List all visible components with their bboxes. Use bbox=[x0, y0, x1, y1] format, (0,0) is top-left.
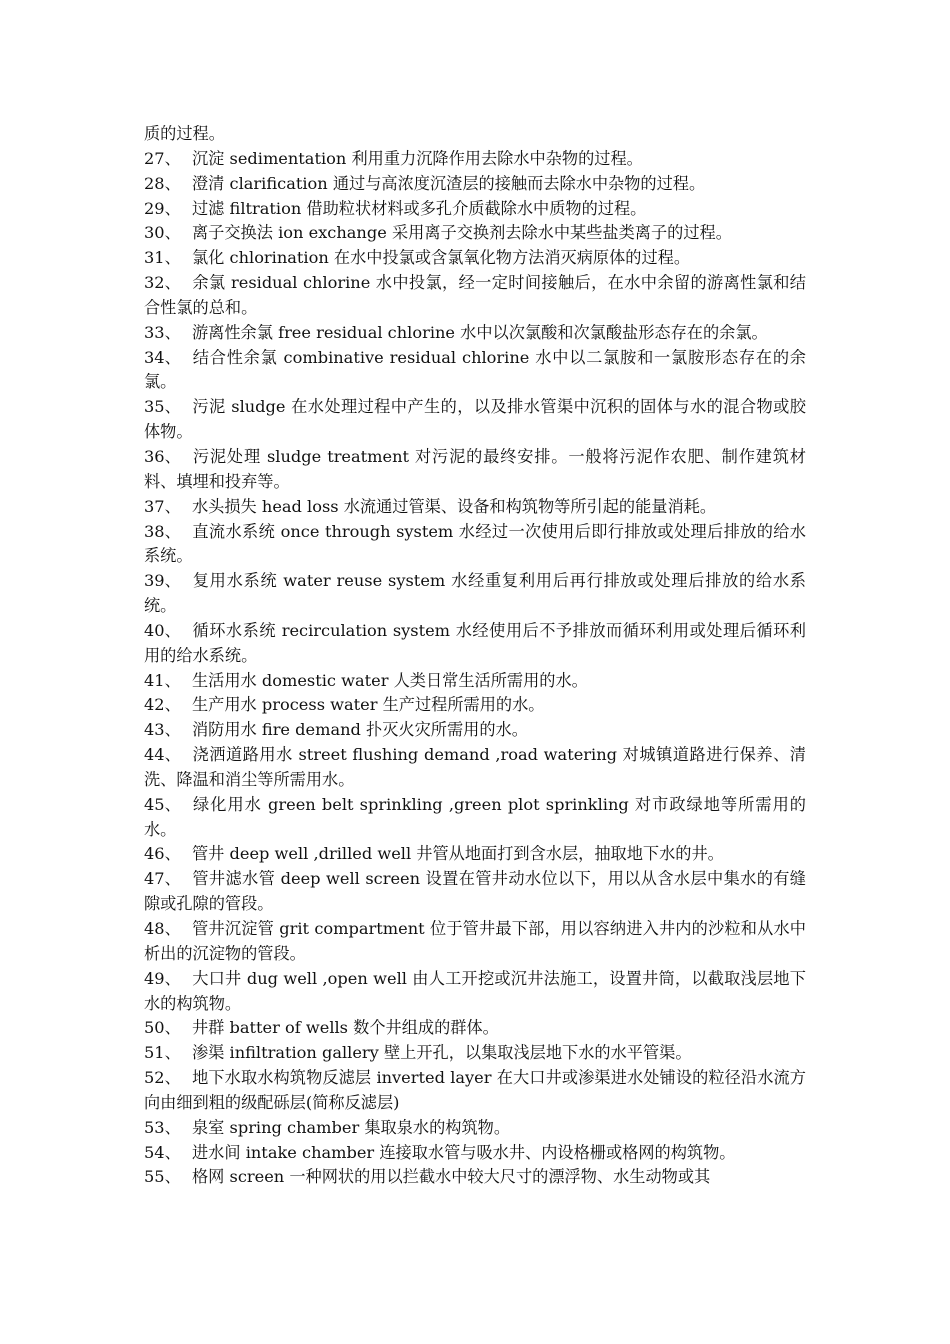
glossary-entry bbox=[144, 1165, 806, 1190]
entry-text: 消防用水 fire demand 扑灭火灾所需用的水。 bbox=[192, 720, 528, 740]
glossary-text bbox=[144, 122, 806, 1190]
entry-text: 污泥处理 sludge treatment 对污泥的最终安排。一般将污泥作农肥、制作建筑材料、填埋和投弃等。 bbox=[144, 446, 806, 491]
entry-text: 质的过程。 bbox=[144, 124, 225, 143]
entry-number: 49、 bbox=[144, 968, 181, 988]
entry-text: 过滤 filtration 借助粒状材料或多孔介质截除水中质物的过程。 bbox=[192, 198, 647, 218]
entry-number: 34、 bbox=[144, 347, 181, 367]
glossary-entry bbox=[144, 1041, 806, 1066]
entry-text: 管井沉淀管 grit compartment 位于管井最下部，用以容纳进入井内的沙粒和从水中析出的沉淀物的管段。 bbox=[144, 919, 806, 963]
entry-number: 39、 bbox=[144, 571, 181, 591]
entry-number: 29、 bbox=[144, 198, 181, 218]
entry-text: 沉淀 sedimentation 利用重力沉降作用去除水中杂物的过程。 bbox=[192, 148, 643, 168]
glossary-entry bbox=[144, 271, 806, 321]
glossary-entry bbox=[144, 346, 806, 396]
glossary-entry bbox=[144, 967, 806, 1017]
entry-number: 44、 bbox=[144, 745, 181, 765]
entry-number: 52、 bbox=[144, 1068, 181, 1088]
entry-text: 渗渠 infiltration gallery 壁上开孔，以集取浅层地下水的水平管渠。 bbox=[192, 1043, 692, 1063]
entry-number: 43、 bbox=[144, 720, 181, 740]
entry-number: 35、 bbox=[144, 397, 181, 417]
entry-number: 47、 bbox=[144, 869, 181, 889]
glossary-entry bbox=[144, 1066, 806, 1116]
glossary-entry bbox=[144, 221, 806, 246]
entry-text: 澄清 clarification 通过与高浓度沉渣层的接触而去除水中杂物的过程。 bbox=[192, 173, 706, 193]
glossary-entry bbox=[144, 1116, 806, 1141]
entry-text: 泉室 spring chamber 集取泉水的构筑物。 bbox=[192, 1117, 511, 1137]
entry-text: 管井 deep well ,drilled well 井管从地面打到含水层，抽取地下水的井。 bbox=[192, 844, 724, 864]
glossary-entry bbox=[144, 917, 806, 967]
entry-number: 51、 bbox=[144, 1043, 181, 1063]
entry-number: 46、 bbox=[144, 844, 181, 864]
entry-text: 管井滤水管 deep well screen 设置在管井动水位以下，用以从含水层中集水的有缝隙或孔隙的管段。 bbox=[144, 869, 806, 914]
glossary-entry bbox=[144, 743, 806, 793]
glossary-entry bbox=[144, 842, 806, 867]
entry-text: 结合性余氯 combinative residual chlorine 水中以二氯胺和一氯胺形态存在的余氯。 bbox=[144, 347, 806, 392]
entry-number: 36、 bbox=[144, 446, 181, 466]
glossary-entry bbox=[144, 321, 806, 346]
glossary-entry bbox=[144, 718, 806, 743]
entry-number: 41、 bbox=[144, 670, 181, 690]
entry-number: 53、 bbox=[144, 1117, 181, 1137]
glossary-entry bbox=[144, 793, 806, 843]
entry-text: 进水间 intake chamber 连接取水管与吸水井、内设格栅或格网的构筑物。 bbox=[192, 1142, 736, 1162]
entry-number: 27、 bbox=[144, 148, 181, 168]
glossary-entry bbox=[144, 246, 806, 271]
glossary-entry bbox=[144, 147, 806, 172]
entry-number: 42、 bbox=[144, 695, 181, 715]
entry-text: 污泥 sludge 在水处理过程中产生的，以及排水管渠中沉积的固体与水的混合物或胶体物。 bbox=[144, 397, 806, 442]
entry-text: 直流水系统 once through system 水经过一次使用后即行排放或处理后排放的给水系统。 bbox=[144, 521, 806, 566]
glossary-entry bbox=[144, 867, 806, 917]
entry-number: 50、 bbox=[144, 1018, 181, 1038]
glossary-entry bbox=[144, 520, 806, 570]
glossary-entry bbox=[144, 693, 806, 718]
entry-text: 余氯 residual chlorine 水中投氯，经一定时间接触后，在水中余留的游离性氯和结合性氯的总和。 bbox=[144, 273, 806, 317]
glossary-entry bbox=[144, 1016, 806, 1041]
glossary-entry bbox=[144, 197, 806, 222]
entry-text: 生产用水 process water 生产过程所需用的水。 bbox=[192, 695, 545, 715]
entry-number: 31、 bbox=[144, 248, 181, 268]
glossary-entry bbox=[144, 619, 806, 669]
glossary-entry bbox=[144, 669, 806, 694]
glossary-entry bbox=[144, 395, 806, 445]
entry-text: 循环水系统 recirculation system 水经使用后不予排放而循环利用或处理后循环利用的给水系统。 bbox=[144, 620, 806, 665]
entry-text: 浇洒道路用水 street flushing demand ,road watering 对城镇道路进行保养、清洗、降温和消尘等所需用水。 bbox=[144, 745, 806, 789]
entry-text: 游离性余氯 free residual chlorine 水中以次氯酸和次氯酸盐形态存在的余氯。 bbox=[192, 322, 768, 342]
glossary-entry bbox=[144, 122, 806, 147]
glossary-entry bbox=[144, 569, 806, 619]
glossary-entry bbox=[144, 495, 806, 520]
entry-text: 复用水系统 water reuse system 水经重复利用后再行排放或处理后排放的给水系统。 bbox=[144, 571, 806, 616]
entry-number: 33、 bbox=[144, 322, 181, 342]
entry-text: 井群 batter of wells 数个井组成的群体。 bbox=[192, 1018, 499, 1038]
glossary-entry bbox=[144, 445, 806, 495]
glossary-entry bbox=[144, 172, 806, 197]
entry-text: 绿化用水 green belt sprinkling ,green plot sprinkling 对市政绿地等所需用的水。 bbox=[144, 794, 806, 839]
entry-number: 54、 bbox=[144, 1142, 181, 1162]
entry-text: 地下水取水构筑物反滤层 inverted layer 在大口井或渗渠进水处铺设的粒径沿水流方向由细到粗的级配砾层(简称反滤层) bbox=[144, 1068, 806, 1112]
entry-text: 格网 screen 一种网状的用以拦截水中较大尺寸的漂浮物、水生动物或其 bbox=[192, 1167, 711, 1187]
entry-number: 45、 bbox=[144, 794, 181, 814]
entry-number: 37、 bbox=[144, 496, 181, 516]
entry-text: 离子交换法 ion exchange 采用离子交换剂去除水中某些盐类离子的过程。 bbox=[192, 223, 732, 243]
entry-number: 48、 bbox=[144, 919, 181, 938]
entry-text: 水头损失 head loss 水流通过管渠、设备和构筑物等所引起的能量消耗。 bbox=[192, 496, 717, 516]
entry-number: 32、 bbox=[144, 273, 181, 293]
entry-number: 38、 bbox=[144, 521, 181, 541]
entry-number: 30、 bbox=[144, 223, 181, 243]
entry-number: 40、 bbox=[144, 620, 181, 640]
entry-number: 55、 bbox=[144, 1167, 181, 1187]
glossary-entry bbox=[144, 1141, 806, 1166]
entry-text: 氯化 chlorination 在水中投氯或含氯氧化物方法消灭病原体的过程。 bbox=[192, 248, 691, 268]
entry-text: 生活用水 domestic water 人类日常生活所需用的水。 bbox=[192, 670, 588, 690]
entry-text: 大口井 dug well ,open well 由人工开挖或沉井法施工，设置井筒，以截取浅层地下水的构筑物。 bbox=[144, 968, 806, 1013]
entry-number: 28、 bbox=[144, 173, 181, 193]
